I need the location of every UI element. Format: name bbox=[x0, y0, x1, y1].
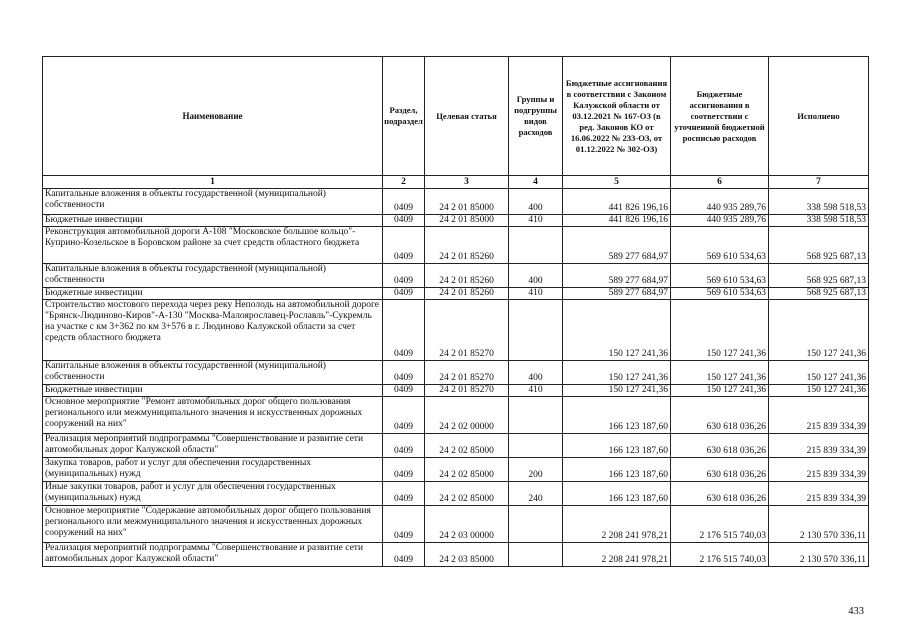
row-name: Бюджетные инвестиции bbox=[43, 215, 383, 227]
column-number: 4 bbox=[509, 176, 563, 189]
table-row bbox=[43, 264, 869, 288]
row-budget-refined: 569 610 534,63 bbox=[671, 264, 769, 288]
row-group bbox=[509, 434, 563, 458]
row-budget-refined: 630 618 036,26 bbox=[671, 482, 769, 506]
row-executed: 215 839 334,39 bbox=[769, 397, 869, 434]
row-target: 24 2 02 85000 bbox=[425, 482, 509, 506]
row-budget-law: 166 123 187,60 bbox=[563, 482, 671, 506]
column-number-row bbox=[43, 176, 869, 189]
row-budget-refined: 2 176 515 740,03 bbox=[671, 506, 769, 543]
row-name: Бюджетные инвестиции bbox=[43, 385, 383, 397]
row-section: 0409 bbox=[383, 264, 425, 288]
row-name: Реализация мероприятий подпрограммы "Совершенствование и развитие сети автомобильных дорог Калужской области" bbox=[43, 434, 383, 458]
row-executed: 338 598 518,53 bbox=[769, 189, 869, 215]
row-budget-law: 166 123 187,60 bbox=[563, 458, 671, 482]
row-executed: 568 925 687,13 bbox=[769, 227, 869, 264]
row-group bbox=[509, 397, 563, 434]
page-number: 433 bbox=[848, 606, 864, 617]
table-row bbox=[43, 361, 869, 385]
row-group: 240 bbox=[509, 482, 563, 506]
row-budget-refined: 630 618 036,26 bbox=[671, 397, 769, 434]
column-number: 6 bbox=[671, 176, 769, 189]
row-group bbox=[509, 227, 563, 264]
row-section: 0409 bbox=[383, 482, 425, 506]
row-target: 24 2 01 85000 bbox=[425, 189, 509, 215]
row-budget-law: 441 826 196,16 bbox=[563, 189, 671, 215]
table-row bbox=[43, 288, 869, 300]
row-section: 0409 bbox=[383, 397, 425, 434]
row-budget-refined: 440 935 289,76 bbox=[671, 189, 769, 215]
table-row bbox=[43, 458, 869, 482]
header-row bbox=[43, 57, 869, 176]
row-section: 0409 bbox=[383, 434, 425, 458]
row-budget-law: 166 123 187,60 bbox=[563, 397, 671, 434]
header-groups: Группы и подгруппы видов расходов bbox=[509, 57, 563, 176]
row-section: 0409 bbox=[383, 288, 425, 300]
row-budget-law: 150 127 241,36 bbox=[563, 385, 671, 397]
row-executed: 568 925 687,13 bbox=[769, 288, 869, 300]
row-section: 0409 bbox=[383, 215, 425, 227]
row-target: 24 2 01 85270 bbox=[425, 361, 509, 385]
row-group: 410 bbox=[509, 215, 563, 227]
row-section: 0409 bbox=[383, 189, 425, 215]
row-budget-refined: 630 618 036,26 bbox=[671, 458, 769, 482]
header-section: Раздел, подраздел bbox=[383, 57, 425, 176]
row-target: 24 2 02 85000 bbox=[425, 458, 509, 482]
row-name: Капитальные вложения в объекты государственной (муниципальной) собственности bbox=[43, 264, 383, 288]
column-number: 7 bbox=[769, 176, 869, 189]
row-section: 0409 bbox=[383, 458, 425, 482]
row-executed: 150 127 241,36 bbox=[769, 300, 869, 361]
row-executed: 2 130 570 336,11 bbox=[769, 543, 869, 567]
row-name: Основное мероприятие "Содержание автомобильных дорог общего пользования регионального или межмуниципального значения и искусственных дорожных сооружений на них" bbox=[43, 506, 383, 543]
table-row bbox=[43, 397, 869, 434]
row-name: Капитальные вложения в объекты государственной (муниципальной) собственности bbox=[43, 189, 383, 215]
row-section: 0409 bbox=[383, 300, 425, 361]
row-target: 24 2 01 85260 bbox=[425, 227, 509, 264]
row-section: 0409 bbox=[383, 506, 425, 543]
table-row bbox=[43, 482, 869, 506]
row-target: 24 2 02 85000 bbox=[425, 434, 509, 458]
row-group: 200 bbox=[509, 458, 563, 482]
row-group: 410 bbox=[509, 288, 563, 300]
row-name: Строительство мостового перехода через реку Неполодь на автомобильной дороге "Брянск-Людиново-Киров"-А-130 "Москва-Малоярославец-Рославль"-Сукремль на участке с км 3+362 по км 3+576 в г. Людиново Калужской области за счет средств областного бюджета bbox=[43, 300, 383, 361]
row-group: 400 bbox=[509, 264, 563, 288]
header-target: Целевая статья bbox=[425, 57, 509, 176]
table-row bbox=[43, 506, 869, 543]
row-executed: 150 127 241,36 bbox=[769, 385, 869, 397]
row-target: 24 2 01 85000 bbox=[425, 215, 509, 227]
column-number: 5 bbox=[563, 176, 671, 189]
row-executed: 215 839 334,39 bbox=[769, 434, 869, 458]
row-budget-refined: 630 618 036,26 bbox=[671, 434, 769, 458]
row-group: 410 bbox=[509, 385, 563, 397]
row-section: 0409 bbox=[383, 227, 425, 264]
row-executed: 150 127 241,36 bbox=[769, 361, 869, 385]
row-budget-refined: 150 127 241,36 bbox=[671, 385, 769, 397]
row-executed: 338 598 518,53 bbox=[769, 215, 869, 227]
table-row bbox=[43, 543, 869, 567]
column-number: 3 bbox=[425, 176, 509, 189]
header-budget-law: Бюджетные ассигнования в соответствии с Законом Калужской области от 03.12.2021 № 167-ОЗ (в ред. Законов КО от 16.06.2022 № 233-ОЗ, от 01.12.2022 № 302-ОЗ) bbox=[563, 57, 671, 176]
table-row bbox=[43, 300, 869, 361]
row-name: Основное мероприятие "Ремонт автомобильных дорог общего пользования регионального или межмуниципального значения и искусственных дорожных сооружений на них" bbox=[43, 397, 383, 434]
row-budget-law: 589 277 684,97 bbox=[563, 264, 671, 288]
row-target: 24 2 02 00000 bbox=[425, 397, 509, 434]
header-executed: Исполнено bbox=[769, 57, 869, 176]
row-budget-refined: 2 176 515 740,03 bbox=[671, 543, 769, 567]
row-name: Иные закупки товаров, работ и услуг для обеспечения государственных (муниципальных) нужд bbox=[43, 482, 383, 506]
row-group bbox=[509, 300, 563, 361]
row-target: 24 2 01 85270 bbox=[425, 385, 509, 397]
row-executed: 215 839 334,39 bbox=[769, 458, 869, 482]
row-budget-law: 150 127 241,36 bbox=[563, 361, 671, 385]
row-budget-refined: 569 610 534,63 bbox=[671, 227, 769, 264]
row-target: 24 2 01 85260 bbox=[425, 264, 509, 288]
row-budget-law: 589 277 684,97 bbox=[563, 288, 671, 300]
row-section: 0409 bbox=[383, 385, 425, 397]
table-body bbox=[43, 189, 869, 567]
row-name: Капитальные вложения в объекты государственной (муниципальной) собственности bbox=[43, 361, 383, 385]
row-budget-law: 2 208 241 978,21 bbox=[563, 506, 671, 543]
row-group bbox=[509, 543, 563, 567]
column-number: 2 bbox=[383, 176, 425, 189]
row-executed: 568 925 687,13 bbox=[769, 264, 869, 288]
row-budget-refined: 440 935 289,76 bbox=[671, 215, 769, 227]
row-budget-refined: 150 127 241,36 bbox=[671, 300, 769, 361]
table-row bbox=[43, 227, 869, 264]
row-target: 24 2 01 85270 bbox=[425, 300, 509, 361]
row-budget-refined: 150 127 241,36 bbox=[671, 361, 769, 385]
row-budget-law: 441 826 196,16 bbox=[563, 215, 671, 227]
row-group: 400 bbox=[509, 189, 563, 215]
row-budget-law: 150 127 241,36 bbox=[563, 300, 671, 361]
row-target: 24 2 03 00000 bbox=[425, 506, 509, 543]
row-target: 24 2 03 85000 bbox=[425, 543, 509, 567]
row-budget-law: 589 277 684,97 bbox=[563, 227, 671, 264]
row-name: Закупка товаров, работ и услуг для обеспечения государственных (муниципальных) нужд bbox=[43, 458, 383, 482]
header-budget-refined: Бюджетные ассигнования в соответствии с уточненной бюджетной росписью расходов bbox=[671, 57, 769, 176]
budget-table bbox=[42, 56, 869, 567]
table-row bbox=[43, 215, 869, 227]
row-budget-law: 2 208 241 978,21 bbox=[563, 543, 671, 567]
row-section: 0409 bbox=[383, 361, 425, 385]
row-group bbox=[509, 506, 563, 543]
row-budget-law: 166 123 187,60 bbox=[563, 434, 671, 458]
row-target: 24 2 01 85260 bbox=[425, 288, 509, 300]
row-executed: 2 130 570 336,11 bbox=[769, 506, 869, 543]
table-row bbox=[43, 189, 869, 215]
table-row bbox=[43, 385, 869, 397]
header-name: Наименование bbox=[43, 57, 383, 176]
row-name: Реконструкция автомобильной дороги А-108 "Московское большое кольцо"-Куприно-Козельское в Боровском районе за счет средств областного бюджета bbox=[43, 227, 383, 264]
row-section: 0409 bbox=[383, 543, 425, 567]
row-name: Реализация мероприятий подпрограммы "Совершенствование и развитие сети автомобильных дорог Калужской области" bbox=[43, 543, 383, 567]
row-group: 400 bbox=[509, 361, 563, 385]
row-budget-refined: 569 610 534,63 bbox=[671, 288, 769, 300]
row-name: Бюджетные инвестиции bbox=[43, 288, 383, 300]
row-executed: 215 839 334,39 bbox=[769, 482, 869, 506]
column-number: 1 bbox=[43, 176, 383, 189]
budget-table-sheet bbox=[42, 56, 868, 567]
table-row bbox=[43, 434, 869, 458]
